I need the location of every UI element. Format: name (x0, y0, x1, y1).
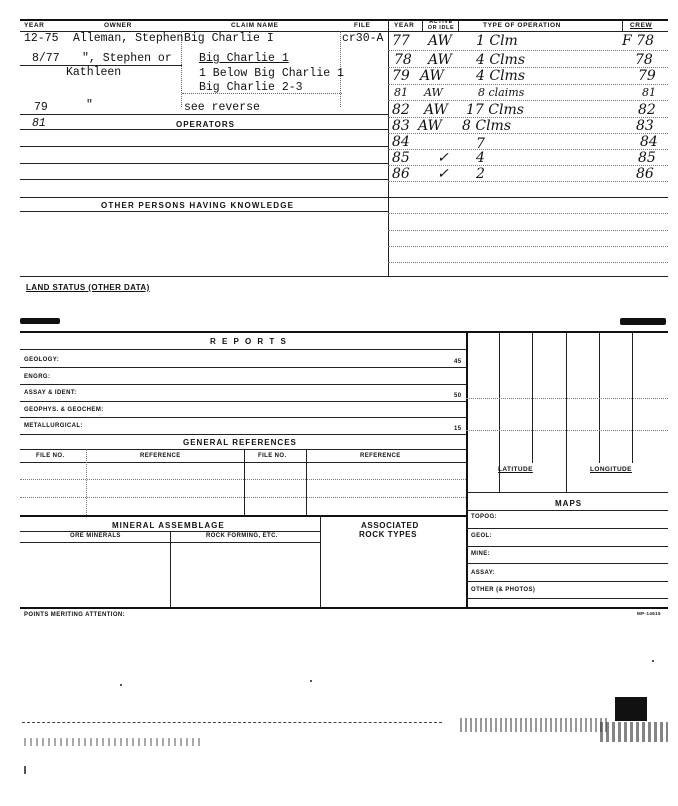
ore-minerals-label: ORE MINERALS (70, 533, 121, 539)
owner-rule-3 (20, 129, 388, 130)
owner-row-6-year: 81 (32, 117, 46, 130)
owner-row-3-claim: 1 Below Big Charlie 1 (199, 67, 344, 80)
maps-rule-3 (466, 563, 668, 564)
genref-col-reference-1: REFERENCE (140, 453, 181, 459)
owner-row-5-year: 79 (34, 101, 48, 114)
maps-assay-label: ASSAY: (471, 570, 496, 576)
report-rule-3 (20, 401, 466, 402)
report-rule-1 (20, 367, 466, 368)
op-rule-12 (388, 230, 668, 231)
associated-label: ASSOCIATED (361, 521, 419, 530)
owner-rule-5 (20, 163, 388, 164)
op-row-5-status: AW (424, 102, 448, 118)
op-rule-10 (388, 197, 668, 198)
report-metallurgical-label: METALLURGICAL: (24, 423, 83, 429)
op-row-6-status: AW (418, 118, 442, 134)
op-rule-4 (388, 100, 668, 101)
maps-mine-label: MINE: (471, 551, 490, 557)
report-geology-num: 45 (454, 359, 462, 365)
mineral-assemblage-heading: MINERAL ASSEMBLAGE (112, 521, 225, 530)
op-row-1-crew: F 78 (622, 33, 654, 49)
op-row-2-crew: 78 (635, 52, 653, 68)
genref-rule-2 (20, 497, 466, 498)
op-row-4-status: AW (424, 86, 443, 99)
maps-rule-5 (466, 598, 668, 599)
owner-row-1-claim: Big Charlie I (184, 32, 274, 45)
maps-rule-2 (466, 546, 668, 547)
reports-top-rule (20, 331, 668, 333)
operators-label: OPERATORS (176, 120, 235, 129)
owner-rule-1 (20, 65, 182, 66)
owner-row-5-claim: see reverse (184, 101, 260, 114)
land-status-top-rule (20, 276, 668, 277)
genref-div-1 (86, 449, 87, 515)
op-row-5-type: 17 Clms (466, 102, 524, 118)
op-row-7-year: 84 (392, 134, 410, 150)
op-row-4-year: 81 (394, 86, 408, 99)
report-rule-2 (20, 384, 466, 385)
op-row-3-type: 4 Clms (476, 68, 526, 84)
genref-bottom-rule (20, 515, 466, 517)
scan-corner-block (615, 697, 647, 721)
op-row-8-type: 4 (476, 150, 485, 166)
scan-speck (652, 660, 654, 662)
maps-rule-1 (466, 528, 668, 529)
owner-row-1-owner: Alleman, Stephen (73, 32, 184, 45)
maps-heading-rule (466, 510, 668, 511)
top-rule (20, 19, 668, 21)
reports-heading: R E P O R T S (210, 337, 288, 346)
genref-col-file-no-2: FILE NO. (258, 453, 287, 459)
op-row-7-type: 7 (476, 136, 485, 152)
scan-speck (310, 680, 312, 682)
header-crew: CREW (630, 22, 653, 29)
report-assay-label: ASSAY & IDENT: (24, 390, 77, 396)
mineral-divider (170, 531, 171, 607)
general-references-heading: GENERAL REFERENCES (183, 438, 297, 447)
maps-other-label: OTHER (& PHOTOS) (471, 587, 536, 593)
op-row-5-crew: 82 (638, 102, 656, 118)
op-row-1-status: AW (428, 33, 452, 49)
owner-row-3-owner: Kathleen (66, 66, 122, 79)
header-owner: OWNER (104, 22, 132, 29)
points-meriting-attention-label: POINTS MERITING ATTENTION: (24, 612, 126, 618)
rock-types-label: ROCK TYPES (359, 530, 418, 539)
claim-rule-1 (182, 93, 342, 94)
op-rule-2 (388, 67, 668, 68)
op-row-9-year: 86 (392, 166, 410, 182)
maps-topog-label: TOPOG: (471, 514, 497, 520)
reports-heading-rule (20, 349, 466, 350)
op-row-8-crew: 85 (638, 150, 656, 166)
owner-row-2-claim: Big Charlie 1 (199, 52, 289, 65)
op-row-5-year: 82 (392, 102, 410, 118)
report-rule-5 (20, 434, 466, 435)
report-geophys-label: GEOPHYS. & GEOCHEM: (24, 407, 104, 413)
header-claim-name: CLAIM NAME (231, 22, 279, 29)
genref-div-3 (306, 449, 307, 515)
header-type-of-operation: TYPE OF OPERATION (483, 22, 561, 29)
op-row-3-crew: 79 (638, 68, 656, 84)
op-row-1-type: 1 Clm (476, 33, 518, 49)
maps-rule-4 (466, 581, 668, 582)
op-rule-14 (388, 262, 668, 263)
op-rule-9 (388, 181, 668, 182)
scan-corner-noise (600, 722, 668, 742)
scan-speck (120, 684, 122, 686)
report-geology-label: GEOLOGY: (24, 357, 60, 363)
genref-col-file-no-1: FILE NO. (36, 453, 65, 459)
owner-row-2-year: 8/77 (32, 52, 60, 65)
grid-hline-1 (466, 398, 668, 399)
form-number: MP-14615 (637, 611, 661, 616)
genref-div-2 (244, 449, 245, 515)
rock-forming-label: ROCK FORMING, ETC. (206, 533, 278, 539)
header-year: YEAR (24, 22, 45, 29)
op-row-9-crew: 86 (636, 166, 654, 182)
op-row-1-year: 77 (392, 33, 410, 49)
other-persons-heading: OTHER PERSONS HAVING KNOWLEDGE (101, 201, 295, 210)
op-row-2-status: AW (428, 52, 452, 68)
op-rule-5 (388, 117, 668, 118)
op-row-6-type: 8 Clms (462, 118, 512, 134)
coords-bottom-rule (466, 492, 668, 493)
op-row-6-crew: 83 (636, 118, 654, 134)
grid-hline-2 (466, 430, 668, 431)
op-rule-13 (388, 246, 668, 247)
header-year-2: YEAR (394, 22, 415, 29)
reports-right-divider (466, 331, 468, 607)
scan-bottom-noise (24, 738, 204, 746)
scan-artifact-line (22, 722, 442, 723)
genref-rule-1 (20, 479, 466, 480)
maps-geol-label: GEOL: (471, 533, 492, 539)
owner-row-5-owner: " (86, 99, 93, 112)
associated-divider (320, 515, 321, 607)
op-row-3-status: AW (420, 68, 444, 84)
op-row-6-year: 83 (392, 118, 410, 134)
op-row-2-type: 4 Clms (476, 52, 526, 68)
owner-rule-4 (20, 146, 388, 147)
scan-noise-band (460, 718, 610, 732)
op-row-8-year: 85 (392, 150, 410, 166)
longitude-label: LONGITUDE (590, 466, 632, 473)
grid-vline-3 (566, 333, 567, 493)
other-persons-rule (20, 211, 388, 212)
latitude-label: LATITUDE (498, 466, 533, 473)
owner-rule-2 (20, 114, 388, 115)
genref-col-reference-2: REFERENCE (360, 453, 401, 459)
land-status-heading: LAND STATUS (OTHER DATA) (26, 283, 150, 292)
op-rule-7 (388, 149, 668, 150)
op-rule-3 (388, 84, 668, 85)
left-right-divider (388, 20, 389, 276)
op-row-9-type: 2 (476, 166, 485, 182)
op-row-4-crew: 81 (642, 86, 656, 99)
op-row-7-crew: 84 (640, 134, 658, 150)
op-rule-8 (388, 165, 668, 166)
op-row-3-year: 79 (392, 68, 410, 84)
op-row-2-year: 78 (394, 52, 412, 68)
scan-mark-left (20, 318, 60, 324)
owner-row-1-year: 12-75 (24, 32, 59, 45)
header-active-idle: ACTIVE OR IDLE (427, 19, 455, 31)
owner-row-4-claim: Big Charlie 2-3 (199, 81, 303, 94)
header-file: FILE (354, 22, 371, 29)
op-rule-11 (388, 213, 668, 214)
report-metallurgical-num: 15 (454, 426, 462, 432)
op-rule-1 (388, 50, 668, 51)
scan-speck (24, 766, 26, 774)
crew-col-divider (622, 20, 623, 32)
maps-heading: MAPS (555, 499, 583, 508)
op-row-8-status: ✓ (437, 150, 449, 166)
active-col-divider (458, 20, 459, 32)
owner-row-1-file: cr30-A (342, 32, 384, 45)
owner-row-2-owner: ", Stephen or (82, 52, 172, 65)
op-rule-6 (388, 133, 668, 134)
op-row-9-status: ✓ (437, 166, 449, 182)
year-col-divider (422, 20, 423, 32)
form-bottom-rule (20, 607, 668, 609)
report-assay-num: 50 (454, 393, 462, 399)
scan-mark-right (620, 318, 666, 325)
owner-rule-7 (20, 197, 388, 198)
owner-rule-6 (20, 179, 388, 180)
report-rule-4 (20, 417, 466, 418)
op-row-4-type: 8 claims (478, 86, 525, 99)
report-engrg-label: ENGRG: (24, 374, 51, 380)
